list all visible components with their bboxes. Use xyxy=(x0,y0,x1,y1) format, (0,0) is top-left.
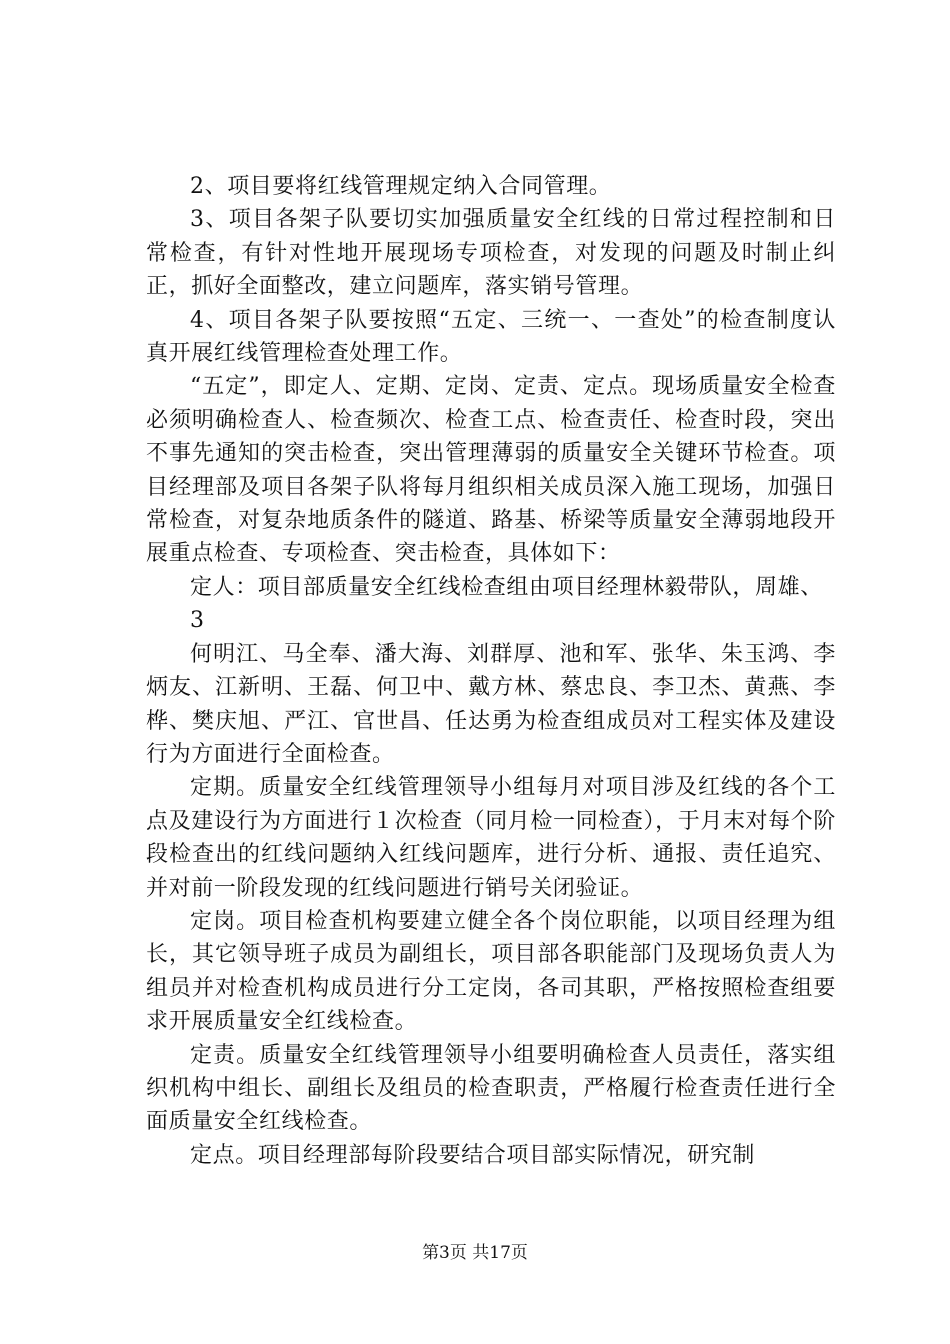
paragraph-item-3: 3、项目各架子队要切实加强质量安全红线的日常过程控制和日常检查，有针对性地开展现场专项检查，对发现的问题及时制止纠正，抓好全面整改，建立问题库，落实销号管理。 xyxy=(146,207,836,300)
paragraph-assigned-locations: 定点。项目经理部每阶段要结合项目部实际情况，研究制 xyxy=(190,1142,756,1168)
page-footer: 第3页 共17页 xyxy=(422,1243,528,1263)
paragraph-assigned-responsibilities: 定责。质量安全红线管理领导小组要明确检查人员责任，落实组织机构中组长、副组长及组员的检查职责，严格履行检查责任进行全面质量安全红线检查。 xyxy=(146,1042,836,1135)
inline-page-number: 3 xyxy=(190,608,204,634)
paragraph-item-2: 2、项目要将红线管理规定纳入合同管理。 xyxy=(190,174,612,199)
paragraph-item-4: 4、项目各架子队要按照“五定、三统一、一查处”的检查制度认真开展红线管理检查处理工作。 xyxy=(146,307,836,367)
paragraph-assigned-posts: 定岗。项目检查机构要建立健全各个岗位职能，以项目经理为组长，其它领导班子成员为副组长，项目部各职能部门及现场负责人为组员并对检查机构成员进行分工定岗，各司其职，严格按照检查组要求开展质量安全红线检查。 xyxy=(146,908,836,1035)
paragraph-scheduled-period: 定期。质量安全红线管理领导小组每月对项目涉及红线的各个工点及建设行为方面进行１次检查（同月检一同检查），于月末对每个阶段检查出的红线问题纳入红线问题库，进行分析、通报、责任追究、并对前一阶段发现的红线问题进行销号关闭验证。 xyxy=(146,775,836,901)
paragraph-assigned-personnel: 定人：项目部质量安全红线检查组由项目经理林毅带队，周雄、 xyxy=(190,574,823,600)
paragraph-team-members: 何明江、马全奉、潘大海、刘群厚、池和军、张华、朱玉鸿、李炳友、江新明、王磊、何卫中、戴方林、蔡忠良、李卫杰、黄燕、李桦、樊庆旭、严江、官世昌、任达勇为检查组成员对工程实体及建设行为方面进行全面检查。 xyxy=(146,641,836,767)
document-body xyxy=(146,170,836,1172)
paragraph-five-definitions: “五定”，即定人、定期、定岗、定责、定点。现场质量安全检查必须明确检查人、检查频次、检查工点、检查责任、检查时段，突出不事先通知的突击检查，突出管理薄弱的质量安全关键环节检查。项目经理部及项目各架子队将每月组织相关成员深入施工现场，加强日常检查，对复杂地质条件的隧道、路基、桥梁等质量安全薄弱地段开展重点检查、专项检查、突击检查，具体如下： xyxy=(146,374,836,567)
